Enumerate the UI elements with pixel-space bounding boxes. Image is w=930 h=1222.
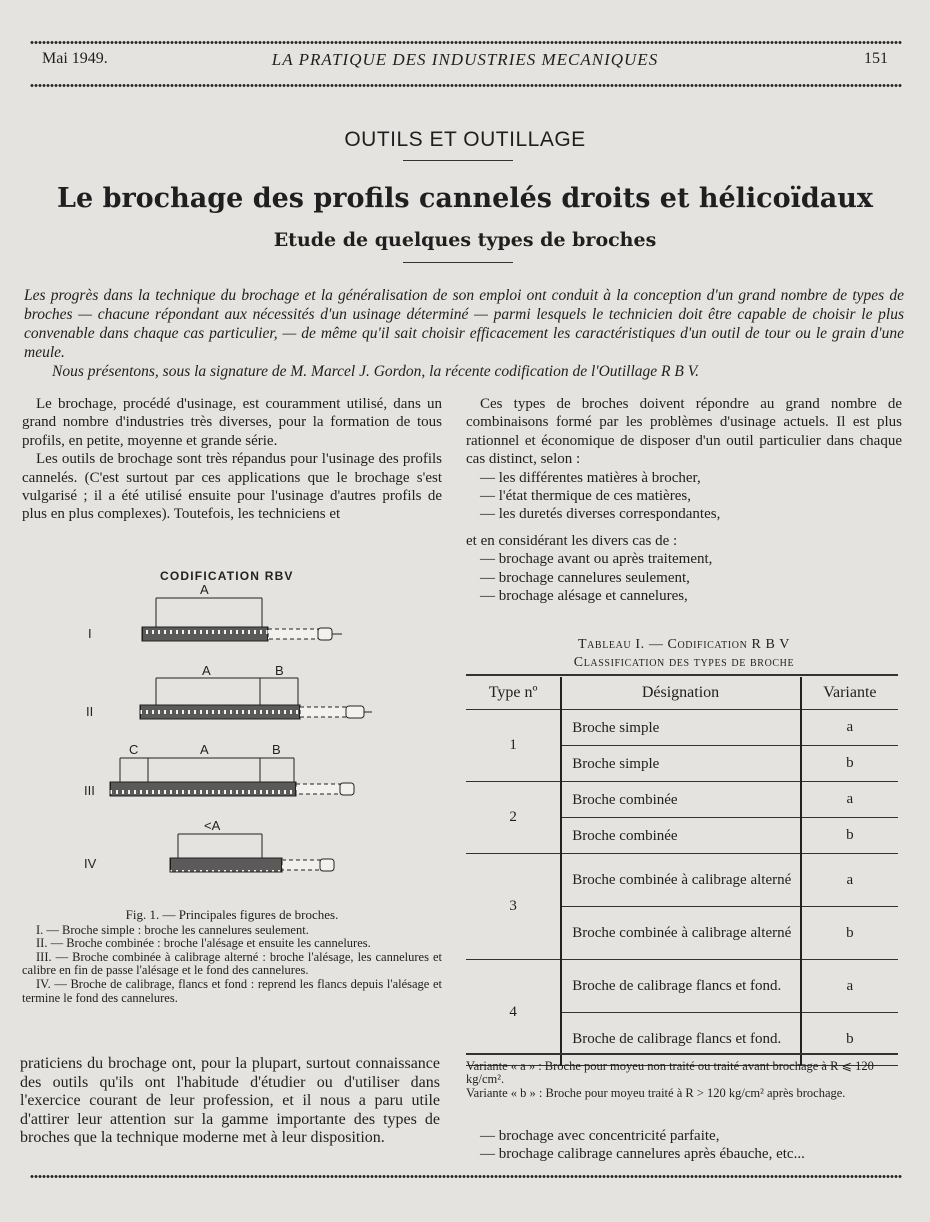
figure-caption <box>22 908 442 1005</box>
table-caption-number: Tableau I. — Codification R B V <box>577 637 791 652</box>
top-dotted-rule <box>30 40 902 45</box>
body-paragraph: Le brochage, procédé d'usinage, est couramment utilisé, dans un grand nombre d'industries très diverses, pour la formation de tous profils, en petite, moyenne et grande série. <box>22 396 442 449</box>
dim-label: A <box>200 742 209 757</box>
figure-heading: CODIFICATION RBV <box>160 569 294 583</box>
variante-cell: b <box>801 818 898 854</box>
figure-broaches <box>84 568 464 888</box>
intro-signature: Nous présentons, sous la signature de M. Marcel J. Gordon, la récente codification de l'Outillage R B V. <box>52 363 700 380</box>
row-numeral: II <box>86 704 94 719</box>
designation-cell: Broche simple <box>561 746 801 782</box>
type-cell: 2 <box>466 782 561 854</box>
table-caption-title: Classification des types de broche <box>573 655 795 670</box>
column-header: Type nº <box>466 677 561 710</box>
list-item: — brochage calibrage cannelures après ébauche, etc... <box>480 1146 805 1163</box>
table-notes <box>466 1060 898 1100</box>
type-cell: 3 <box>466 854 561 960</box>
dim-label: C <box>129 742 139 757</box>
right-column-bottom <box>466 1127 902 1164</box>
codification-table <box>466 677 898 1066</box>
figure-caption-item: III. — Broche combinée à calibrage alterné : broche l'alésage, les cannelures et calibre en fin de passe l'alésage et le fond des cannelures. <box>22 949 442 978</box>
list-item: — l'état thermique de ces matières, <box>480 488 691 505</box>
variante-cell: a <box>801 854 898 907</box>
table-bottom-rule <box>466 1053 898 1055</box>
type-cell: 4 <box>466 960 561 1066</box>
dim-label: A <box>200 582 209 597</box>
broach-diagram <box>84 568 464 888</box>
table-row <box>466 710 898 746</box>
list-item: — les duretés diverses correspondantes, <box>480 506 721 523</box>
figure-caption-item: II. — Broche combinée : broche l'alésage et ensuite les cannelures. <box>36 936 371 951</box>
table-header-row <box>466 677 898 710</box>
footer-dotted-rule <box>30 1174 902 1179</box>
left-column-bottom <box>20 1055 440 1148</box>
right-column-top <box>466 395 902 605</box>
row-numeral: IV <box>84 856 97 871</box>
body-paragraph: Les outils de brochage sont très répandus pour l'usinage des profils cannelés. (C'est surtout par ces applications que le brochage s'est vulgarisé ; il a été utilisé ensuite pour l'usinage d'autres profils de plus en plus complexes). Toutefois, les techniciens et <box>22 451 442 523</box>
designation-cell: Broche combinée à calibrage alterné <box>561 907 801 960</box>
designation-cell: Broche de calibrage flancs et fond. <box>561 960 801 1013</box>
header-dotted-rule <box>30 83 902 88</box>
designation-cell: Broche combinée <box>561 818 801 854</box>
type-cell: 1 <box>466 710 561 782</box>
article-title: Le brochage des profils cannelés droits et hélicoïdaux <box>57 183 873 214</box>
table-note: Variante « b » : Broche pour moyeu traité à R > 120 kg/cm² après brochage. <box>466 1085 846 1100</box>
dim-label: A <box>202 663 211 678</box>
column-header: Désignation <box>561 677 801 710</box>
column-header: Variante <box>801 677 898 710</box>
table-note: Variante « a » : Broche pour moyeu non traité ou traité avant brochage à R ⩽ 120 kg/cm². <box>466 1059 874 1087</box>
journal-title: LA PRATIQUE DES INDUSTRIES MECANIQUES <box>271 50 659 69</box>
subtitle-rule <box>403 262 513 263</box>
body-paragraph: et en considérant les divers cas de : <box>466 532 678 549</box>
dim-label: B <box>275 663 284 678</box>
row-numeral: I <box>88 626 92 641</box>
dim-label: B <box>272 742 281 757</box>
variante-cell: a <box>801 960 898 1013</box>
section-rule <box>403 160 513 161</box>
table-row <box>466 854 898 907</box>
variante-cell: b <box>801 907 898 960</box>
variante-cell: a <box>801 710 898 746</box>
variante-cell: b <box>801 746 898 782</box>
left-column-top <box>22 395 442 524</box>
table-caption <box>466 636 902 672</box>
list-item: — brochage avant ou après traitement, <box>480 551 713 568</box>
list-item: — brochage avec concentricité parfaite, <box>480 1128 720 1144</box>
row-numeral: III <box>84 783 95 798</box>
list-item: — les différentes matières à brocher, <box>480 469 701 486</box>
dim-label: <A <box>204 818 221 833</box>
figure-caption-item: I. — Broche simple : broche les cannelures seulement. <box>36 922 309 937</box>
figure-caption-item: IV. — Broche de calibrage, flancs et fond : reprend les flancs depuis l'alésage et termine le fond des cannelures. <box>22 976 442 1005</box>
issue-date: Mai 1949. <box>42 50 108 67</box>
table-row <box>466 782 898 818</box>
table-row <box>466 960 898 1013</box>
list-item: — brochage alésage et cannelures, <box>480 588 688 605</box>
list-item: — brochage cannelures seulement, <box>480 569 690 586</box>
variante-cell: a <box>801 782 898 818</box>
page-number: 151 <box>864 50 888 67</box>
body-paragraph: praticiens du brochage ont, pour la plupart, surtout connaissance des outils qu'ils ont l'habitude d'étudier ou d'utiliser dans l'exercice courant de leur profession, et il nous a paru utile d'attirer leur attention sur la gamme importante des types de broches que la technique moderne met à leur disposition. <box>20 1055 440 1147</box>
designation-cell: Broche combinée à calibrage alterné <box>561 854 801 907</box>
designation-cell: Broche de calibrage flancs et fond. <box>561 1013 801 1066</box>
designation-cell: Broche combinée <box>561 782 801 818</box>
article-subtitle: Etude de quelques types de broches <box>273 229 657 251</box>
section-heading: OUTILS ET OUTILLAGE <box>344 128 586 151</box>
body-paragraph: Ces types de broches doivent répondre au grand nombre de combinaisons formé par les problèmes d'usinage actuels. Il est plus rationnel et économique de disposer d'un outil particulier dans chaque cas distinct, selon : <box>466 396 902 468</box>
designation-cell: Broche simple <box>561 710 801 746</box>
figure-caption-title: Fig. 1. — Principales figures de broches. <box>125 907 339 922</box>
intro-paragraph: Les progrès dans la technique du brochage et la généralisation de son emploi ont conduit à la conception d'un grand nombre de types de broches — chacune répondant aux nécessités d'un usinage déterminé — parmi lesquels le technicien doit être capable de choisir le plus convenable dans chaque cas particulier, — de même qu'il sait choisir efficacement les caractéristiques d'un outil de tour ou le grain d'une meule. <box>24 287 904 361</box>
variante-cell: b <box>801 1013 898 1066</box>
article-intro <box>24 286 904 381</box>
table-top-rule <box>466 674 898 676</box>
running-header <box>40 50 890 74</box>
